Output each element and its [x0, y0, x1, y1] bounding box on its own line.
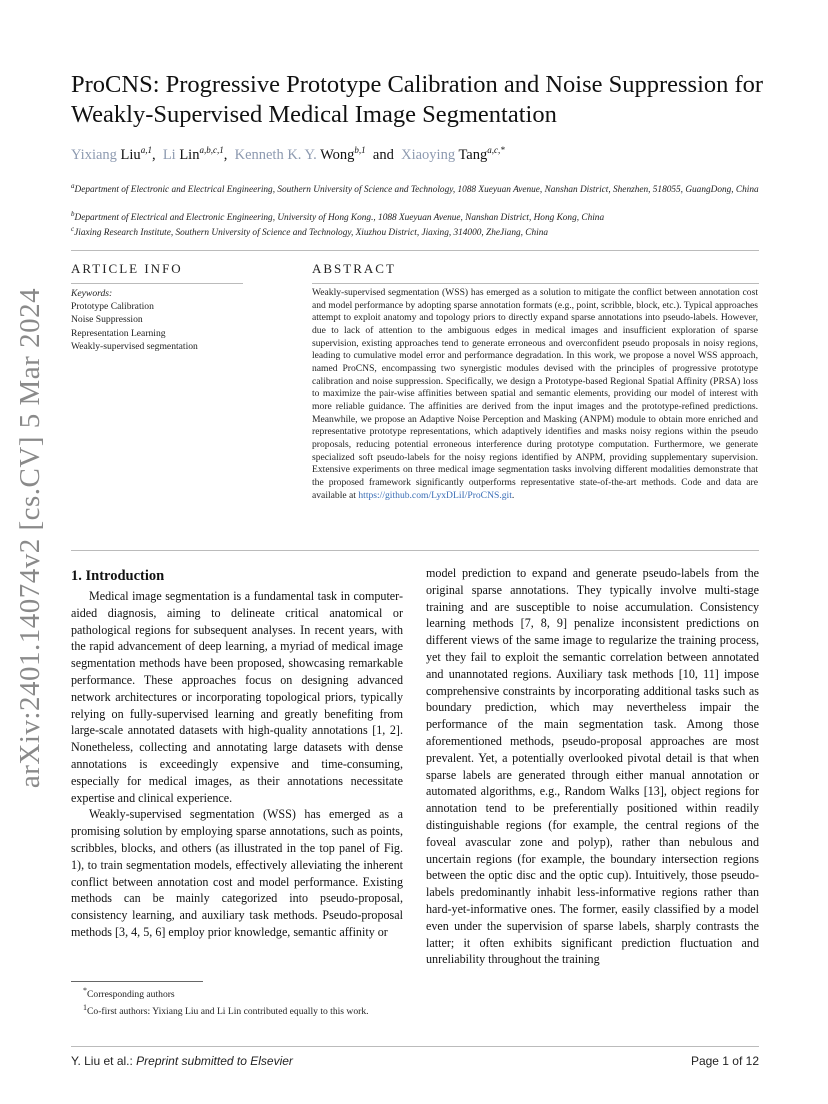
arxiv-side-stamp: arXiv:2401.14074v2 [cs.CV] 5 Mar 2024: [14, 287, 46, 789]
abstract-heading: ABSTRACT: [312, 261, 396, 276]
footnotes: [71, 985, 403, 1019]
author-list: Yixiang Liu$^{a,1}$, Li Lin$^{a,b,c,1}$, Kenneth K. Y. Wong$^{b,1}$ and Xiaoying Tang$^{a,c,*}$: [71, 145, 505, 163]
page-footer: Y. Liu et al.: Preprint submitted to Elsevier Page 1 of 12: [71, 1054, 759, 1068]
paragraph: Weakly-supervised segmentation (WSS) has emerged as a promising solution by employing sparse annotations, such as points, scribbles, blocks, and others (as illustrated in the top panel of Fig. 1), to train segmentation models, effectively alleviating the inherent conflict between annotation cost and model performance. Existing methods can be mainly categorized into pseudo-proposal, consistency learning, and auxiliary task methods. Pseudo-proposal methods [3, 4, 5, 6] employ prior knowledge, semantic affinity or: [71, 807, 403, 939]
footer-rule: [71, 1046, 759, 1047]
author: Kenneth K. Y. Wong$^{b,1}$: [234, 145, 366, 163]
affiliation: $^c$Jiaxing Research Institute, Southern University of Science and Technology, Xiuzhou District, Jiaxing, 314000, ZheJiang, China: [71, 225, 549, 239]
code-link[interactable]: https://github.com/LyxDLiI/ProCNS.git: [358, 489, 512, 501]
affiliation: $^a$Department of Electronic and Electrical Engineering, Southern University of Science and Technology, 1088 Xueyuan Avenue, Nanshan District, Shenzhen, 518055, GuangDong, China: [71, 182, 759, 196]
header-rule: [71, 250, 759, 251]
article-info-rule: [71, 283, 243, 284]
left-column: [71, 588, 403, 941]
footnote: $^1$Co-first authors: Yixiang Liu and Li Lin contributed equally to this work.: [83, 1002, 369, 1017]
keywords-label: Keywords:: [71, 288, 113, 299]
footnote-rule: [71, 981, 203, 982]
keywords-block: [71, 287, 251, 353]
keyword: Representation Learning: [71, 327, 166, 339]
section-heading: 1. Introduction: [71, 568, 165, 584]
keyword: Prototype Calibration: [71, 301, 154, 313]
abstract-rule: [312, 283, 759, 284]
article-info-heading: ARTICLE INFO: [71, 261, 183, 276]
keyword: Noise Suppression: [71, 314, 143, 326]
abstract-bottom-rule: [71, 550, 759, 551]
author: Xiaoying Tang$^{a,c,*}$: [401, 145, 505, 163]
abstract-text: Weakly-supervised segmentation (WSS) has emerged as a solution to mitigate the conflict between annotation cost and model performance by adopting sparse annotation formats (e.g., point, scribble, block, etc.). Typical approaches attempt to exploit anatomy and topology priors to directly expand sparse annotations into pseudo-labels. However, due to lack of attention to the ambiguous edges in medical images and insufficient exploration of sparse supervision, existing approaches tend to generate erroneous and overconfident pseudo proposals in noisy regions, leading to cumulative model error and performance degradation. In this work, we propose a novel WSS approach, named ProCNS, encompassing two synergistic modules devised with the principles of progressive prototype calibration and noise suppression. Specifically, we design a Prototype-based Regional Spatial Affinity (PRSA) loss to maximize the pair-wise affinities between spatial and semantic elements, providing our model of interest with more reliable guidance. The affinities are derived from the input images and the prototype-refined predictions. Meanwhile, we propose an Adaptive Noise Perception and Masking (ANPM) module to obtain more enriched and representative prototype representations, which adaptively identifies and masks noisy regions within the pseudo proposals, reducing potential erroneous interference during prototype computation. Furthermore, we generate specialized soft pseudo-labels for the noisy regions identified by ANPM, providing supplementary supervision. Extensive experiments on three medical image segmentation tasks involving different modalities demonstrate that the proposed framework significantly outperforms representative state-of-the-art methods. Code and data are available at https://github.com/LyxDLiI/ProCNS.git.: [312, 287, 758, 501]
paper-title: ProCNS: Progressive Prototype Calibration and Noise Suppression for Weakly-Supervised Medical Image Segmentation: [71, 71, 764, 128]
page-number: Page 1 of 12: [690, 1054, 759, 1068]
footnote: *Corresponding authors: [83, 986, 175, 1001]
author: Yixiang Liu$^{a,1}$: [71, 145, 152, 163]
affiliation: $^b$Department of Electrical and Electronic Engineering, University of Hong Kong., 1088 Xueyuan Avenue, Nanshan District, Hong Kong, China: [71, 210, 605, 224]
author: Li Lin$^{a,b,c,1}$: [162, 145, 224, 163]
paragraph: Medical image segmentation is a fundamental task in computer-aided diagnosis, aiming to delineate critical anatomical or pathological regions for subsequent analyses. In recent years, with the rapid advancement of deep learning, a myriad of medical image segmentation methods have been proposed, showcasing remarkable performance. These approaches focus on designing advanced network architectures or incorporating topological priors, typically relying on fully-supervised learning and greatly benefiting from large-scale annotated datasets with high-quality annotations [1, 2]. Nonetheless, collecting and annotating large datasets with dense annotations is exceedingly expensive and time-consuming, especially for medical images, as their annotations necessitate expertise and clinical experience.: [71, 589, 403, 805]
right-column: [426, 565, 759, 968]
keyword: Weakly-supervised segmentation: [71, 340, 198, 352]
paragraph: model prediction to expand and generate pseudo-labels from the original sparse annotations. They typically involve multi-stage training and are susceptible to noise accumulation. Consistency learning methods [7, 8, 9] penalize inconsistent predictions on different views of the same image to regularize the training process, yet they fail to exploit the semantic correlation between annotated and unannotated regions. Auxiliary task methods [10, 11] impose comprehensive constraints by incorporating additional tasks such as boundary prediction, which may nevertheless impair the performance of the main segmentation task. Among those aforementioned methods, pseudo-proposal approaches are most prevalent. Yet, a potentially overlooked pivotal detail is that when sparse labels are generated through either manual annotation or automated algorithms, e.g., Random Walks [13], object regions for annotation tend to be preferentially positioned within readily distinguishable regions (for example, the central regions of the foveal avascular zone and polyp), rather than nebulous and uncertain regions (for example, the boundary intersection regions between the optic disc and the optic cup). Intuitively, those pseudo-labels predominantly inhabit less-informative regions rather than hard-yet-informative ones. The former, easily classified by a model even under the supervision of sparse labels, sharply contrasts the latter; it often exhibits significant prediction fluctuation and unreliability throughout the training: [426, 566, 759, 967]
